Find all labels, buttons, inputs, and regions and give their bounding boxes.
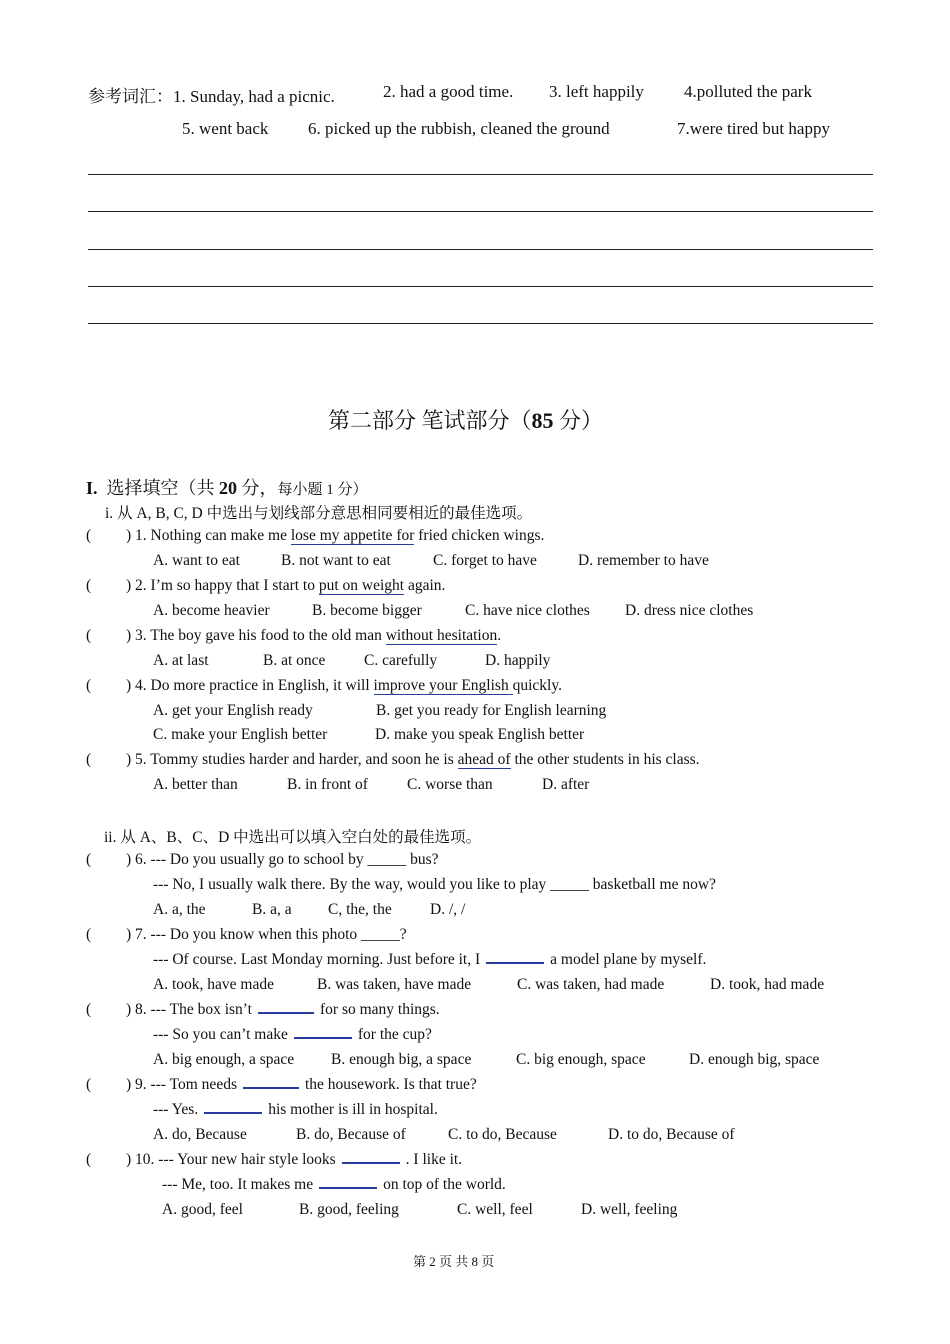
option-d[interactable]: D. to do, Because of [608, 1126, 735, 1143]
section-number: I. [86, 478, 98, 498]
answer-paren[interactable]: ( [86, 1076, 92, 1093]
option-a[interactable]: A. at last [153, 652, 209, 669]
option-c[interactable]: C. was taken, had made [517, 976, 665, 993]
question-3 [126, 627, 501, 645]
section-per-question: 每小题 1 分） [277, 482, 368, 498]
option-d[interactable]: D. dress nice clothes [625, 602, 754, 619]
part-title-score: 85 [531, 408, 554, 433]
q10-line-1-start: ) 10. --- Your new hair style looks [126, 1151, 336, 1168]
q1-underlined: lose my appetite for [290, 527, 415, 544]
part-title-unit: 分） [553, 408, 604, 433]
answer-blank[interactable] [204, 1111, 262, 1114]
option-c[interactable]: C, the, the [328, 901, 392, 918]
ref-item-4: 4.polluted the park [684, 82, 812, 101]
answer-blank[interactable] [258, 1011, 314, 1014]
part-two-title [328, 404, 603, 435]
option-a[interactable]: A. big enough, a space [153, 1051, 295, 1068]
answer-paren[interactable]: ( [86, 577, 92, 594]
writing-line[interactable] [88, 211, 873, 212]
option-d[interactable]: D. happily [485, 652, 551, 669]
q3-text: ) 3. The boy gave his food to the old man [126, 627, 386, 644]
option-b[interactable]: B. in front of [287, 776, 368, 793]
ref-item-1: 1. Sunday, had a picnic. [173, 87, 335, 106]
option-b[interactable]: B. become bigger [312, 602, 422, 619]
option-d[interactable]: D. after [542, 776, 590, 793]
option-a[interactable]: A. want to eat [153, 552, 240, 569]
writing-line[interactable] [88, 323, 873, 324]
option-b[interactable]: B. good, feeling [299, 1201, 399, 1218]
option-c[interactable]: C. carefully [364, 652, 438, 669]
option-d[interactable]: D. /, / [430, 901, 466, 918]
option-d[interactable]: D. make you speak English better [375, 726, 585, 743]
ref-item-6: 6. picked up the rubbish, cleaned the ground [308, 119, 610, 138]
q2-underlined: put on weight [318, 577, 405, 594]
option-b[interactable]: B. enough big, a space [331, 1051, 472, 1068]
q4-underlined: improve your English [373, 677, 513, 694]
q5-text: ) 5. Tommy studies harder and harder, and soon he is [126, 751, 458, 768]
writing-line[interactable] [88, 286, 873, 287]
subsection-i-instruction: i. 从 A, B, C, D 中选出与划线部分意思相同要相近的最佳选项。 [105, 505, 533, 522]
answer-paren[interactable]: ( [86, 677, 92, 694]
q8-line-1-start: ) 8. --- The box isn’t [126, 1001, 252, 1018]
option-a[interactable]: A. do, Because [153, 1126, 247, 1143]
q10-line-2-end: on top of the world. [383, 1176, 506, 1193]
option-b[interactable]: B. a, a [252, 901, 292, 918]
option-d[interactable]: D. well, feeling [581, 1201, 678, 1218]
answer-paren[interactable]: ( [86, 926, 92, 943]
option-d[interactable]: D. enough big, space [689, 1051, 820, 1068]
ref-label: 参考词汇： [88, 87, 173, 106]
writing-line[interactable] [88, 174, 873, 175]
option-a[interactable]: A. become heavier [153, 602, 270, 619]
section-title-unit: 分， [237, 478, 278, 498]
answer-blank[interactable] [294, 1036, 352, 1039]
option-c[interactable]: C. to do, Because [448, 1126, 557, 1143]
answer-paren[interactable]: ( [86, 751, 92, 768]
q7-line-2 [153, 951, 706, 969]
q6-line-2: --- No, I usually walk there. By the way, would you like to play _____ basketball me now? [153, 876, 716, 893]
q9-line-2 [153, 1101, 438, 1119]
q4-text: ) 4. Do more practice in English, it will [126, 677, 374, 694]
q5-underlined: ahead of [457, 751, 511, 768]
answer-blank[interactable] [342, 1161, 400, 1164]
answer-paren[interactable]: ( [86, 1151, 92, 1168]
q8-line-2 [153, 1026, 432, 1044]
ref-item-2: 2. had a good time. [383, 82, 514, 101]
answer-blank[interactable] [319, 1186, 377, 1189]
q9-line-2-start: --- Yes. [153, 1101, 199, 1118]
section-title: 选择填空（共 [106, 478, 220, 498]
q8-line-2-end: for the cup? [357, 1026, 432, 1043]
option-c[interactable]: C. have nice clothes [465, 602, 590, 619]
option-b[interactable]: B. get you ready for English learning [376, 702, 607, 719]
question-8 [126, 1001, 440, 1019]
option-a[interactable]: A. better than [153, 776, 238, 793]
ref-item-3: 3. left happily [549, 82, 644, 101]
option-d[interactable]: D. remember to have [578, 552, 709, 569]
question-6: ) 6. --- Do you usually go to school by _____ bus? [126, 851, 439, 868]
ref-item-5: 5. went back [182, 119, 269, 138]
q1-text-end: fried chicken wings. [414, 527, 545, 544]
option-c[interactable]: C. forget to have [433, 552, 537, 569]
question-10 [126, 1151, 462, 1169]
option-a[interactable]: A. a, the [153, 901, 206, 918]
subsection-ii-instruction: ii. 从 A、B、C、D 中选出可以填入空白处的最佳选项。 [104, 829, 482, 846]
question-2 [126, 577, 445, 595]
q10-line-2 [162, 1176, 506, 1194]
option-b[interactable]: B. not want to eat [281, 552, 391, 569]
option-a[interactable]: A. took, have made [153, 976, 274, 993]
question-7: ) 7. --- Do you know when this photo _____? [126, 926, 407, 943]
option-a[interactable]: A. good, feel [162, 1201, 243, 1218]
page-number: 第 2 页 共 8 页 [413, 1254, 495, 1269]
q9-line-1-start: ) 9. --- Tom needs [126, 1076, 237, 1093]
answer-paren[interactable]: ( [86, 1001, 92, 1018]
question-5 [126, 751, 700, 769]
question-1 [126, 527, 544, 545]
q8-line-2-start: --- So you can’t make [153, 1026, 288, 1043]
q9-line-1-end: the housework. Is that true? [304, 1076, 477, 1093]
q3-text-end: . [497, 627, 502, 644]
q9-line-2-end: his mother is ill in hospital. [268, 1101, 438, 1118]
ref-item-7: 7.were tired but happy [677, 119, 830, 138]
writing-line[interactable] [88, 249, 873, 250]
answer-blank[interactable] [243, 1086, 299, 1089]
option-b[interactable]: B. at once [263, 652, 326, 669]
q5-text-end: the other students in his class. [510, 751, 700, 768]
option-d[interactable]: D. took, had made [710, 976, 825, 993]
answer-paren[interactable]: ( [86, 851, 92, 868]
answer-blank[interactable] [486, 961, 544, 964]
q2-text-end: again. [404, 577, 446, 594]
q7-line-2-end: a model plane by myself. [550, 951, 707, 968]
question-9 [126, 1076, 477, 1094]
option-c[interactable]: C. well, feel [457, 1201, 533, 1218]
q2-text: ) 2. I’m so happy that I start to [126, 577, 319, 594]
q1-text: ) 1. Nothing can make me [126, 527, 291, 544]
section-score: 20 [219, 478, 238, 498]
option-c[interactable]: C. big enough, space [516, 1051, 646, 1068]
option-a[interactable]: A. get your English ready [153, 702, 313, 719]
q10-line-2-start: --- Me, too. It makes me [162, 1176, 314, 1193]
answer-paren[interactable]: ( [86, 527, 92, 544]
option-c[interactable]: C. make your English better [153, 726, 328, 743]
option-b[interactable]: B. do, Because of [296, 1126, 406, 1143]
q3-underlined: without hesitation [385, 627, 498, 644]
part-title-text: 第二部分 笔试部分（ [328, 408, 532, 433]
q4-text-end: quickly. [512, 677, 562, 694]
q7-line-2-start: --- Of course. Last Monday morning. Just before it, I [153, 951, 481, 968]
answer-paren[interactable]: ( [86, 627, 92, 644]
q8-line-1-end: for so many things. [320, 1001, 440, 1018]
section-heading [86, 474, 368, 500]
option-c[interactable]: C. worse than [407, 776, 493, 793]
q10-line-1-end: . I like it. [405, 1151, 463, 1168]
question-4 [126, 677, 562, 695]
reference-vocabulary [88, 82, 335, 107]
option-b[interactable]: B. was taken, have made [317, 976, 472, 993]
